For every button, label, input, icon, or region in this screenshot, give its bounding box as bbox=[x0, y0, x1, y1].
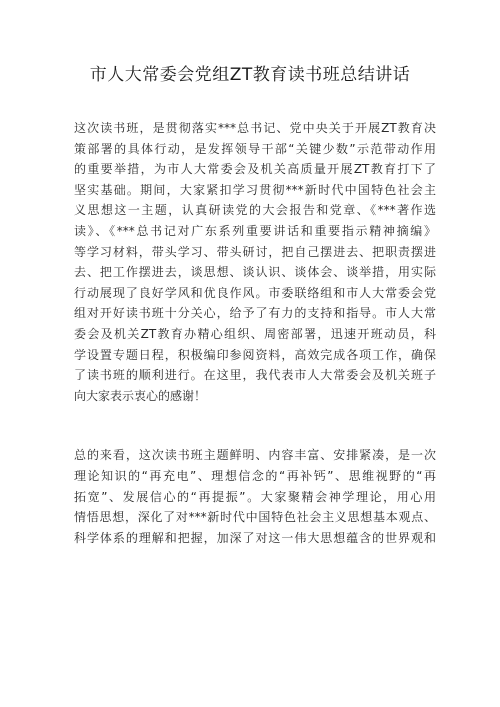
text-line: 策部署的具体行动，是发挥领导干部“关键少数”示范带动作用 bbox=[74, 141, 436, 156]
text-line: 的重要举措，为市人大常委会及机关高质量开展ZT教育打下了 bbox=[74, 162, 436, 177]
document-body bbox=[74, 118, 436, 548]
text-line: 学设置专题日程，积极编印参阅资料，高效完成各项工作，确保 bbox=[74, 347, 436, 362]
text-line: 拓宽”、发展信心的“再提振”。大家聚精会神学理论，用心用 bbox=[74, 489, 436, 504]
text-line: 等学习材料，带头学习、带头研讨，把自己摆进去、把职责摆进 bbox=[74, 244, 436, 259]
text-line: 了读书班的顺利进行。在这里，我代表市人大常委会及机关班子 bbox=[74, 368, 436, 383]
paragraph-1 bbox=[74, 118, 436, 406]
text-line: 读》、《***总书记对广东系列重要讲话和重要指示精神摘编》 bbox=[74, 223, 436, 238]
text-line: 组对开好读书班十分关心，给予了有力的支持和指导。市人大常 bbox=[74, 306, 436, 321]
paragraph-2 bbox=[74, 445, 436, 548]
text-line: 去、把工作摆进去，谈思想、谈认识、谈体会、谈举措，用实际 bbox=[74, 265, 436, 280]
text-line: 坚实基础。期间，大家紧扣学习贯彻***新时代中国特色社会主 bbox=[74, 182, 436, 197]
text-line: 理论知识的“再充电”、理想信念的“再补钙”、思维视野的“再 bbox=[74, 468, 436, 483]
text-line: 委会及机关ZT教育办精心组织、周密部署，迅速开班动员，科 bbox=[74, 326, 436, 341]
text-line: 总的来看，这次读书班主题鲜明、内容丰富、安排紧凑，是一次 bbox=[74, 448, 436, 463]
text-line: 义思想这一主题，认真研读党的大会报告和党章、《***著作选 bbox=[74, 203, 436, 218]
text-line: 科学体系的理解和把握，加深了对这一伟大思想蕴含的世界观和 bbox=[74, 530, 436, 545]
text-line: 情悟思想，深化了对***新时代中国特色社会主义思想基本观点、 bbox=[74, 510, 436, 525]
text-line: 这次读书班，是贯彻落实***总书记、党中央关于开展ZT教育决 bbox=[74, 121, 436, 135]
document-title: 市人大常委会党组ZT教育读书班总结讲话 bbox=[89, 65, 411, 85]
text-line: 向大家表示衷心的感谢！ bbox=[74, 388, 207, 403]
text-line: 行动展现了良好学风和优良作风。市委联络组和市人大常委会党 bbox=[74, 285, 436, 300]
paragraph-gap bbox=[74, 406, 436, 445]
